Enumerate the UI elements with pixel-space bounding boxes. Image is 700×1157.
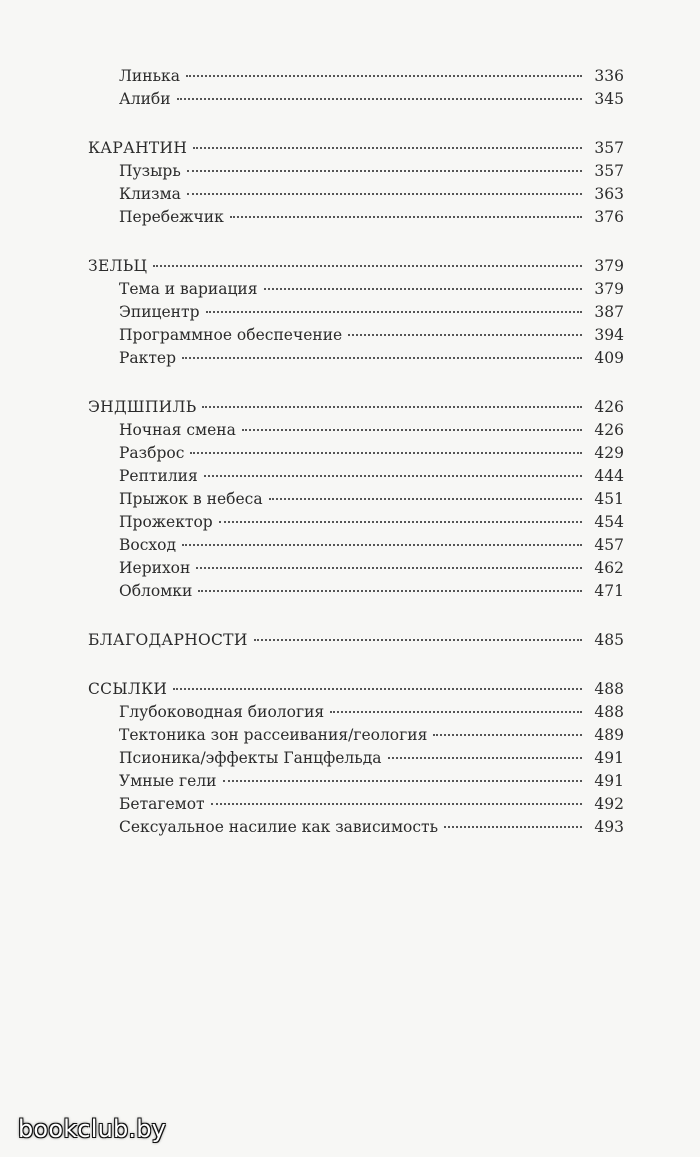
dot-leader — [444, 826, 582, 828]
toc-chapter-entry — [88, 347, 624, 370]
toc-page-number: 345 — [594, 90, 624, 108]
dot-leader — [190, 452, 582, 454]
toc-entry-title: Программное обеспечение — [119, 326, 343, 344]
toc-page-number: 357 — [594, 162, 624, 180]
toc-section-entry — [88, 629, 624, 652]
toc-entry-title: Перебежчик — [119, 208, 224, 226]
toc-page-number: 357 — [594, 139, 624, 157]
section-gap — [88, 652, 624, 678]
dot-leader — [187, 170, 582, 172]
toc-entry-title: Прожектор — [119, 513, 213, 531]
dot-leader — [193, 147, 582, 149]
toc-page-number: 491 — [594, 772, 624, 790]
toc-entry-title: БЛАГОДАРНОСТИ — [88, 631, 248, 649]
toc-page-number: 426 — [594, 398, 624, 416]
toc-entry-title: Обломки — [119, 582, 193, 600]
dot-leader — [173, 688, 582, 690]
toc-chapter-entry — [88, 278, 624, 301]
toc-page-number: 488 — [594, 703, 624, 721]
toc-page-number: 492 — [594, 795, 624, 813]
toc-page-number: 493 — [594, 818, 624, 836]
dot-leader — [242, 429, 582, 431]
dot-leader — [186, 75, 582, 77]
toc-chapter-entry — [88, 65, 624, 88]
toc-entry-title: Рептилия — [119, 467, 198, 485]
dot-leader — [198, 590, 582, 592]
toc-page-number: 379 — [594, 257, 624, 275]
toc-page-number: 387 — [594, 303, 624, 321]
toc-section-entry — [88, 396, 624, 419]
toc-entry-title: Восход — [119, 536, 177, 554]
toc-entry-title: ЗЕЛЬЦ — [88, 257, 148, 275]
toc-page-number: 457 — [594, 536, 624, 554]
dot-leader — [206, 311, 583, 313]
toc-chapter-entry — [88, 557, 624, 580]
toc-page-number: 462 — [594, 559, 624, 577]
toc-entry-title: Эпицентр — [119, 303, 200, 321]
dot-leader — [330, 711, 582, 713]
dot-leader — [196, 567, 582, 569]
section-gap — [88, 603, 624, 629]
dot-leader — [182, 357, 582, 359]
toc-entry-title: Псионика/эффекты Ганцфельда — [119, 749, 382, 767]
dot-leader — [219, 521, 582, 523]
toc-chapter-entry — [88, 465, 624, 488]
dot-leader — [211, 803, 582, 805]
dot-leader — [269, 498, 582, 500]
dot-leader — [433, 734, 582, 736]
toc-entry-title: Пузырь — [119, 162, 181, 180]
toc-section-entry — [88, 255, 624, 278]
toc-chapter-entry — [88, 488, 624, 511]
toc-page-number: 409 — [594, 349, 624, 367]
toc-chapter-entry — [88, 816, 624, 839]
dot-leader — [388, 757, 583, 759]
section-gap — [88, 111, 624, 137]
toc-entry-title: Тектоника зон рассеивания/геология — [119, 726, 428, 744]
dot-leader — [182, 544, 582, 546]
toc-entry-title: Иерихон — [119, 559, 191, 577]
toc-entry-title: Линька — [119, 67, 180, 85]
toc-entry-title: ССЫЛКИ — [88, 680, 168, 698]
toc-chapter-entry — [88, 580, 624, 603]
section-gap — [88, 229, 624, 255]
toc-entry-title: Тема и вариация — [119, 280, 258, 298]
toc-page-number: 376 — [594, 208, 624, 226]
dot-leader — [254, 639, 582, 641]
dot-leader — [223, 780, 583, 782]
toc-page-number: 379 — [594, 280, 624, 298]
toc-entry-title: КАРАНТИН — [88, 139, 188, 157]
toc-chapter-entry — [88, 160, 624, 183]
toc-entry-title: ЭНДШПИЛЬ — [88, 398, 197, 416]
toc-entry-title: Прыжок в небеса — [119, 490, 263, 508]
toc-page-number: 489 — [594, 726, 624, 744]
watermark: bookclub.by — [18, 1115, 167, 1143]
table-of-contents — [88, 65, 624, 839]
toc-chapter-entry — [88, 724, 624, 747]
toc-entry-title: Клизма — [119, 185, 181, 203]
section-gap — [88, 370, 624, 396]
dot-leader — [177, 98, 582, 100]
toc-page-number: 485 — [594, 631, 624, 649]
toc-page-number: 471 — [594, 582, 624, 600]
toc-entry-title: Сексуальное насилие как зависимость — [119, 818, 439, 836]
toc-page-number: 451 — [594, 490, 624, 508]
toc-page-number: 394 — [594, 326, 624, 344]
dot-leader — [348, 334, 582, 336]
toc-entry-title: Разброс — [119, 444, 185, 462]
toc-chapter-entry — [88, 770, 624, 793]
toc-chapter-entry — [88, 183, 624, 206]
toc-entry-title: Глубоководная биология — [119, 703, 325, 721]
toc-chapter-entry — [88, 206, 624, 229]
toc-page-number: 454 — [594, 513, 624, 531]
toc-page-number: 429 — [594, 444, 624, 462]
dot-leader — [202, 406, 582, 408]
toc-chapter-entry — [88, 511, 624, 534]
dot-leader — [264, 288, 582, 290]
toc-chapter-entry — [88, 534, 624, 557]
toc-entry-title: Бетагемот — [119, 795, 205, 813]
toc-chapter-entry — [88, 793, 624, 816]
dot-leader — [230, 216, 582, 218]
toc-page-number: 488 — [594, 680, 624, 698]
toc-chapter-entry — [88, 442, 624, 465]
toc-entry-title: Рактер — [119, 349, 177, 367]
dot-leader — [153, 265, 582, 267]
toc-chapter-entry — [88, 88, 624, 111]
toc-page-number: 363 — [594, 185, 624, 203]
toc-section-entry — [88, 678, 624, 701]
toc-page-number: 336 — [594, 67, 624, 85]
toc-chapter-entry — [88, 419, 624, 442]
toc-entry-title: Ночная смена — [119, 421, 236, 439]
toc-chapter-entry — [88, 747, 624, 770]
toc-entry-title: Алиби — [119, 90, 171, 108]
dot-leader — [204, 475, 582, 477]
toc-page-number: 491 — [594, 749, 624, 767]
toc-chapter-entry — [88, 301, 624, 324]
dot-leader — [187, 193, 582, 195]
toc-page-number: 444 — [594, 467, 624, 485]
toc-section-entry — [88, 137, 624, 160]
toc-chapter-entry — [88, 701, 624, 724]
toc-entry-title: Умные гели — [119, 772, 217, 790]
toc-chapter-entry — [88, 324, 624, 347]
toc-page-number: 426 — [594, 421, 624, 439]
